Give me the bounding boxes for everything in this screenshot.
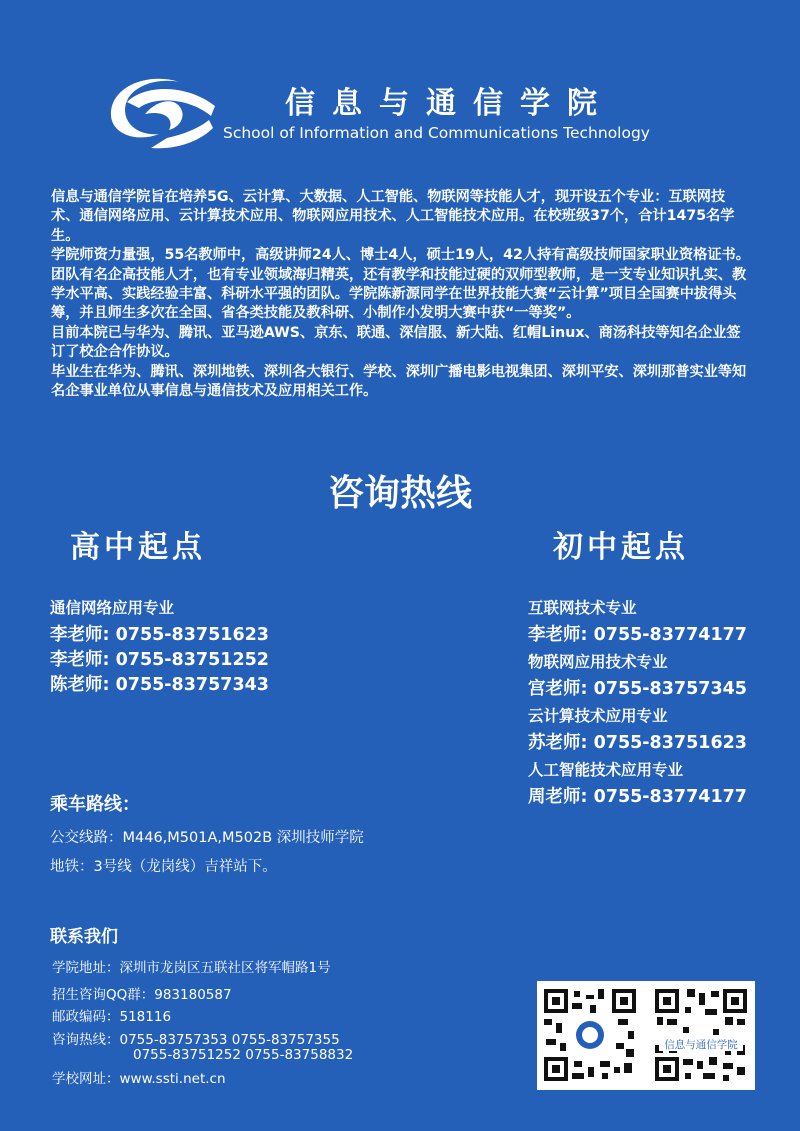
contact-address: 学院地址：深圳市龙岗区五联社区将军帽路1号	[52, 960, 331, 976]
major-label: 互联网技术专业	[528, 599, 637, 617]
major-label: 通信网络应用专业	[50, 599, 175, 617]
school-name-en: School of Information and Communications Technology	[223, 124, 650, 142]
phone-contact: 宫老师: 0755-83757345	[528, 679, 747, 699]
high-school-start-title: 高中起点	[70, 530, 206, 565]
phone-contact: 李老师: 0755-83751252	[50, 650, 269, 670]
major-label: 云计算技术应用专业	[528, 707, 668, 725]
middle-school-start-title: 初中起点	[553, 530, 689, 565]
intro-paragraph: 信息与通信学院旨在培养5G、云计算、大数据、人工智能、物联网等技能人才，现开设五个专业：互联网技术、通信网络应用、云计算技术应用、物联网应用技术、人工智能技术应用。在校班级37个，合计1475名学生。	[51, 189, 735, 244]
contact-hotline-cont: 0755-83751252 0755-83758832	[133, 1047, 354, 1063]
metro-route: 地铁：3号线（龙岗线）吉祥站下。	[50, 859, 277, 875]
contact-website[interactable]: 学校网址：www.ssti.net.cn	[52, 1071, 226, 1087]
contact-postcode: 邮政编码：518116	[52, 1009, 172, 1025]
phone-contact: 李老师: 0755-83774177	[528, 625, 747, 645]
school-logo	[105, 72, 217, 152]
major-label: 物联网应用技术专业	[528, 653, 668, 671]
intro-paragraph: 目前本院已与华为、腾讯、亚马逊AWS、京东、联通、深信服、新大陆、红帽Linux、商汤科技等知名企业签订了校企合作协议。	[51, 324, 741, 361]
school-name-cn: 信息与通信学院	[285, 86, 614, 121]
phone-contact: 李老师: 0755-83751623	[50, 625, 269, 645]
intro-text	[51, 188, 751, 401]
hotline-title: 咨询热线	[327, 473, 472, 514]
qr-label: 信息与通信学院	[664, 1039, 738, 1051]
qr-code-right	[653, 987, 749, 1083]
qr-codes	[537, 981, 755, 1090]
phone-contact: 陈老师: 0755-83757343	[50, 675, 269, 695]
contact-title: 联系我们	[50, 927, 118, 947]
bus-route: 公交线路：M446,M501A,M502B 深圳技师学院	[50, 830, 364, 846]
qr-code-left	[542, 987, 638, 1083]
major-label: 人工智能技术应用专业	[528, 761, 684, 779]
intro-paragraph: 毕业生在华为、腾讯、深圳地铁、深圳各大银行、学校、深圳广播电影电视集团、深圳平安、深圳那普实业等知名企事业单位从事信息与通信技术及应用相关工作。	[51, 363, 747, 400]
contact-hotline: 咨询热线：0755-83757353 0755-83757355	[52, 1032, 340, 1048]
intro-paragraph: 学院师资力量强，55名教师中，高级讲师24人、博士4人，硕士19人，42人持有高级技师国家职业资格证书。团队有名企高技能人才，也有专业领域海归精英，还有教学和技能过硬的双师型教师，是一支专业知识扎实、教学水平高、实践经验丰富、科研水平强的团队。学院陈新源同学在世界技能大赛“云计算”项目全国赛中拔得头筹，并且师生多次在全国、省各类技能及教科研、小制作小发明大赛中获“一等奖”。	[51, 247, 750, 322]
route-title: 乘车路线：	[50, 794, 140, 815]
phone-contact: 苏老师: 0755-83751623	[528, 733, 747, 753]
contact-qq: 招生咨询QQ群：983180587	[52, 987, 232, 1003]
phone-contact: 周老师: 0755-83774177	[528, 787, 747, 807]
